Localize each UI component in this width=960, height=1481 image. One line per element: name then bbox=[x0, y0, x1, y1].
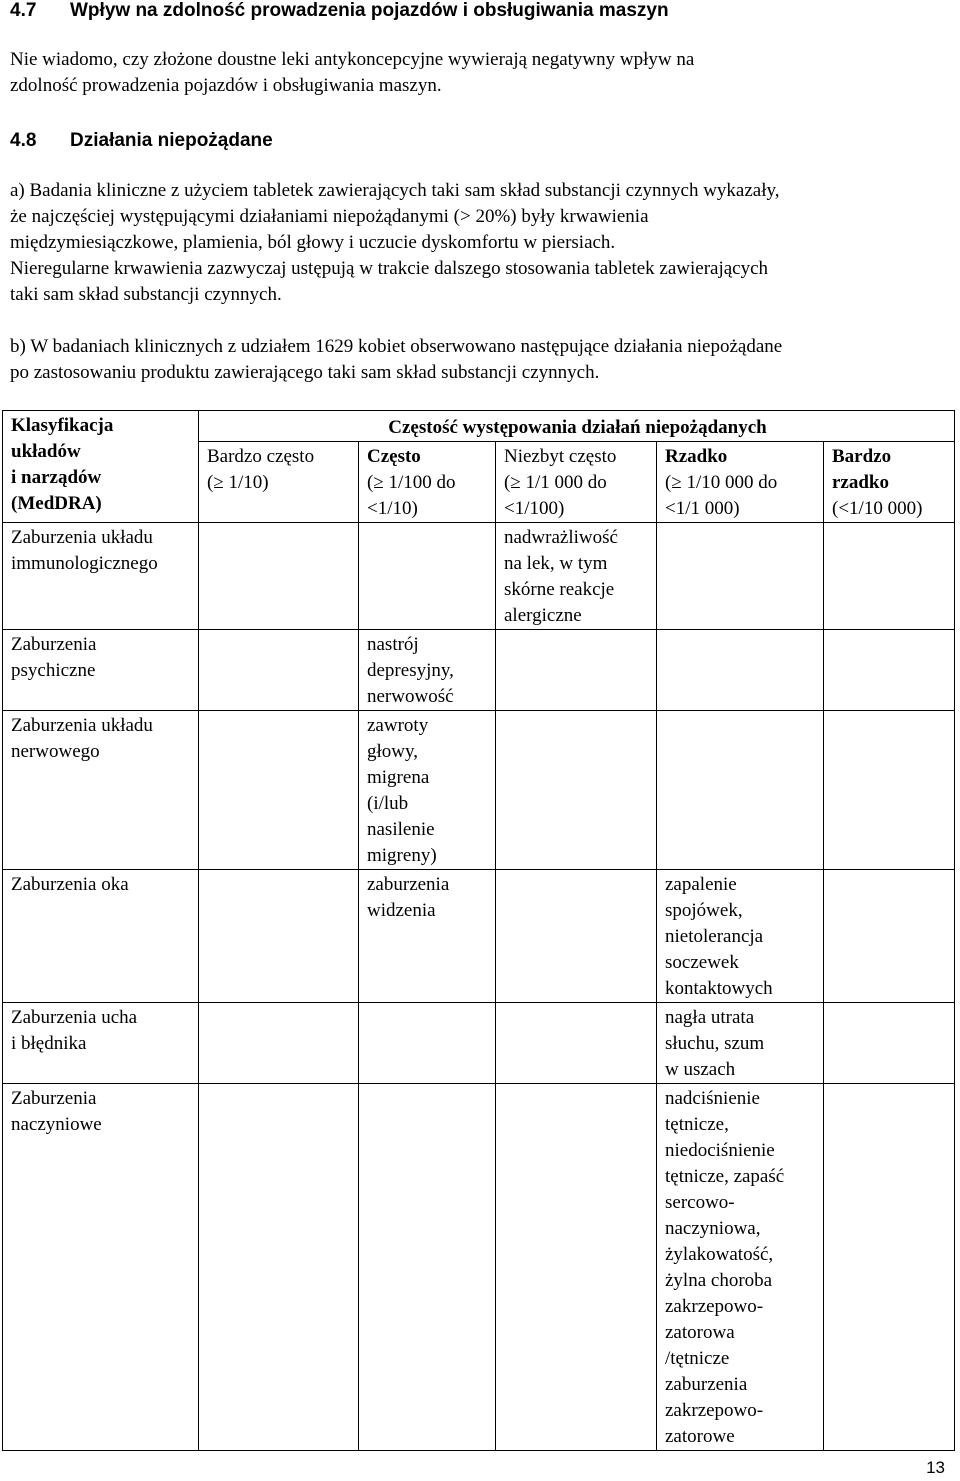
cell-line: zakrzepowo- bbox=[665, 1296, 764, 1317]
cell-line: głowy, bbox=[367, 741, 419, 762]
adverse-reactions-table bbox=[2, 410, 955, 1451]
table-row bbox=[3, 630, 955, 711]
cell-line: kontaktowych bbox=[665, 978, 773, 999]
cell-line: skórne reakcje bbox=[504, 579, 615, 600]
cell-line: zakrzepowo- bbox=[665, 1400, 764, 1421]
common-column-header bbox=[359, 442, 496, 523]
frequency-cell-very-common bbox=[199, 711, 359, 870]
cell-line: Zaburzenia ucha bbox=[11, 1007, 138, 1028]
frequency-cell-very-rare bbox=[824, 711, 955, 870]
cell-line: nerwowego bbox=[11, 741, 100, 762]
frequency-cell-common bbox=[359, 630, 496, 711]
header-line: rzadko bbox=[832, 472, 889, 493]
soc-cell bbox=[3, 1084, 199, 1451]
cell-line: nietolerancja bbox=[665, 926, 764, 947]
cell-line: nasilenie bbox=[367, 819, 435, 840]
frequency-cell-very-common bbox=[199, 1003, 359, 1084]
header-line: <1/10) bbox=[367, 498, 418, 519]
cell-line: migrena bbox=[367, 767, 430, 788]
section-4-7-number: 4.7 bbox=[10, 0, 37, 21]
text-line: międzymiesiączkowe, plamienia, ból głowy i uczucie dyskomfortu w piersiach. bbox=[10, 232, 616, 253]
header-line: (≥ 1/10 000 do bbox=[665, 472, 778, 493]
text-line: że najczęściej występującymi działaniami niepożądanymi (> 20%) były krwawienia bbox=[10, 206, 649, 227]
very-common-column-header bbox=[199, 442, 359, 523]
frequency-cell-common bbox=[359, 1084, 496, 1451]
table-body bbox=[3, 523, 955, 1451]
header-line: (<1/10 000) bbox=[832, 498, 923, 519]
frequency-cell-very-rare bbox=[824, 630, 955, 711]
cell-line: zatorowe bbox=[665, 1426, 735, 1447]
frequency-cell-rare bbox=[657, 630, 824, 711]
section-4-8-heading bbox=[10, 130, 273, 152]
cell-line: Zaburzenia układu bbox=[11, 715, 153, 736]
header-line: (MedDRA) bbox=[11, 493, 102, 514]
cell-line: alergiczne bbox=[504, 605, 582, 626]
cell-line: tętnicze, bbox=[665, 1114, 729, 1135]
cell-line: naczyniowe bbox=[11, 1114, 102, 1135]
cell-line: zatorowa bbox=[665, 1322, 735, 1343]
cell-line: psychiczne bbox=[11, 660, 96, 681]
cell-line: zaburzenia bbox=[665, 1374, 748, 1395]
soc-cell bbox=[3, 630, 199, 711]
header-line: Niezbyt często bbox=[504, 446, 617, 467]
cell-line: immunologicznego bbox=[11, 553, 158, 574]
soc-cell bbox=[3, 711, 199, 870]
text-line: po zastosowaniu produktu zawierającego taki sam skład substancji czynnych. bbox=[10, 362, 600, 383]
cell-line: spojówek, bbox=[665, 900, 743, 921]
section-4-7-heading bbox=[10, 0, 669, 22]
frequency-cell-uncommon bbox=[496, 711, 657, 870]
cell-line: zaburzenia bbox=[367, 874, 450, 895]
header-line: Klasyfikacja bbox=[11, 415, 114, 436]
cell-line: zapalenie bbox=[665, 874, 737, 895]
header-line: Często bbox=[367, 446, 421, 467]
frequency-cell-common bbox=[359, 870, 496, 1003]
cell-line: nadciśnienie bbox=[665, 1088, 760, 1109]
cell-line: i błędnika bbox=[11, 1033, 87, 1054]
cell-line: migreny) bbox=[367, 845, 437, 866]
cell-line: /tętnicze bbox=[665, 1348, 730, 1369]
header-line: (≥ 1/10) bbox=[207, 472, 269, 493]
cell-line: nerwowość bbox=[367, 686, 454, 707]
header-line: i narządów bbox=[11, 467, 102, 488]
frequency-cell-very-common bbox=[199, 870, 359, 1003]
table-row bbox=[3, 870, 955, 1003]
header-line: <1/100) bbox=[504, 498, 565, 519]
text-line: taki sam skład substancji czynnych. bbox=[10, 284, 282, 305]
cell-line: nagła utrata bbox=[665, 1007, 755, 1028]
frequency-cell-very-common bbox=[199, 1084, 359, 1451]
cell-line: zawroty bbox=[367, 715, 429, 736]
frequency-cell-very-rare bbox=[824, 523, 955, 630]
uncommon-column-header bbox=[496, 442, 657, 523]
frequency-cell-common bbox=[359, 1003, 496, 1084]
header-line: układów bbox=[11, 441, 81, 462]
frequency-cell-rare bbox=[657, 870, 824, 1003]
text-line: a) Badania kliniczne z użyciem tabletek zawierających taki sam skład substancji czynnych wykazały, bbox=[10, 180, 780, 201]
header-line: Bardzo bbox=[832, 446, 892, 467]
cell-line: naczyniowa, bbox=[665, 1218, 761, 1239]
cell-line: Zaburzenia bbox=[11, 634, 97, 655]
text-line: b) W badaniach klinicznych z udziałem 1629 kobiet obserwowano następujące działania niepożądane bbox=[10, 336, 783, 357]
paragraph-b bbox=[10, 334, 782, 386]
frequency-cell-common bbox=[359, 523, 496, 630]
cell-line: w uszach bbox=[665, 1059, 736, 1080]
soc-column-header bbox=[3, 411, 199, 523]
table-row bbox=[3, 1084, 955, 1451]
cell-line: żylna choroba bbox=[665, 1270, 773, 1291]
page-number: 13 bbox=[926, 1458, 945, 1477]
frequency-cell-very-rare bbox=[824, 1003, 955, 1084]
section-4-8-title: Działania niepożądane bbox=[70, 130, 273, 151]
rare-column-header bbox=[657, 442, 824, 523]
cell-line: na lek, w tym bbox=[504, 553, 608, 574]
cell-line: soczewek bbox=[665, 952, 739, 973]
frequency-cell-very-rare bbox=[824, 1084, 955, 1451]
cell-line: niedociśnienie bbox=[665, 1140, 775, 1161]
section-4-7-title: Wpływ na zdolność prowadzenia pojazdów i obsługiwania maszyn bbox=[70, 0, 669, 21]
frequency-cell-rare bbox=[657, 523, 824, 630]
very-rare-column-header bbox=[824, 442, 955, 523]
frequency-cell-uncommon bbox=[496, 523, 657, 630]
soc-cell bbox=[3, 870, 199, 1003]
table-row bbox=[3, 1003, 955, 1084]
cell-line: depresyjny, bbox=[367, 660, 454, 681]
frequency-cell-uncommon bbox=[496, 870, 657, 1003]
cell-line: Zaburzenia układu bbox=[11, 527, 153, 548]
frequency-cell-common bbox=[359, 711, 496, 870]
table-row bbox=[3, 523, 955, 630]
cell-line: Zaburzenia oka bbox=[11, 874, 129, 895]
table-row bbox=[3, 711, 955, 870]
table-header-row bbox=[3, 411, 955, 442]
section-4-8-number: 4.8 bbox=[10, 130, 37, 151]
frequency-cell-uncommon bbox=[496, 1084, 657, 1451]
cell-line: tętnicze, zapaść bbox=[665, 1166, 785, 1187]
soc-cell bbox=[3, 523, 199, 630]
text-line: zdolność prowadzenia pojazdów i obsługiwania maszyn. bbox=[10, 75, 442, 96]
frequency-group-header: Częstość występowania działań niepożądanych bbox=[199, 411, 955, 442]
cell-line: nadwrażliwość bbox=[504, 527, 618, 548]
cell-line: sercowo- bbox=[665, 1192, 735, 1213]
soc-cell bbox=[3, 1003, 199, 1084]
header-line: <1/1 000) bbox=[665, 498, 740, 519]
frequency-cell-very-common bbox=[199, 630, 359, 711]
text-line: Nieregularne krwawienia zazwyczaj ustępują w trakcie dalszego stosowania tabletek zawierających bbox=[10, 258, 769, 279]
header-line: Bardzo często bbox=[207, 446, 315, 467]
header-line: (≥ 1/1 000 do bbox=[504, 472, 607, 493]
section-4-7-paragraph bbox=[10, 47, 694, 99]
text-line: Nie wiadomo, czy złożone doustne leki antykoncepcyjne wywierają negatywny wpływ na bbox=[10, 49, 695, 70]
cell-line: słuchu, szum bbox=[665, 1033, 765, 1054]
frequency-cell-rare bbox=[657, 1084, 824, 1451]
paragraph-a bbox=[10, 178, 780, 308]
frequency-cell-rare bbox=[657, 711, 824, 870]
frequency-cell-very-common bbox=[199, 523, 359, 630]
frequency-cell-rare bbox=[657, 1003, 824, 1084]
frequency-cell-uncommon bbox=[496, 1003, 657, 1084]
cell-line: żylakowatość, bbox=[665, 1244, 774, 1265]
cell-line: (i/lub bbox=[367, 793, 409, 814]
cell-line: Zaburzenia bbox=[11, 1088, 97, 1109]
frequency-cell-very-rare bbox=[824, 870, 955, 1003]
header-line: (≥ 1/100 do bbox=[367, 472, 456, 493]
header-line: Rzadko bbox=[665, 446, 728, 467]
frequency-cell-uncommon bbox=[496, 630, 657, 711]
cell-line: widzenia bbox=[367, 900, 436, 921]
cell-line: nastrój bbox=[367, 634, 419, 655]
